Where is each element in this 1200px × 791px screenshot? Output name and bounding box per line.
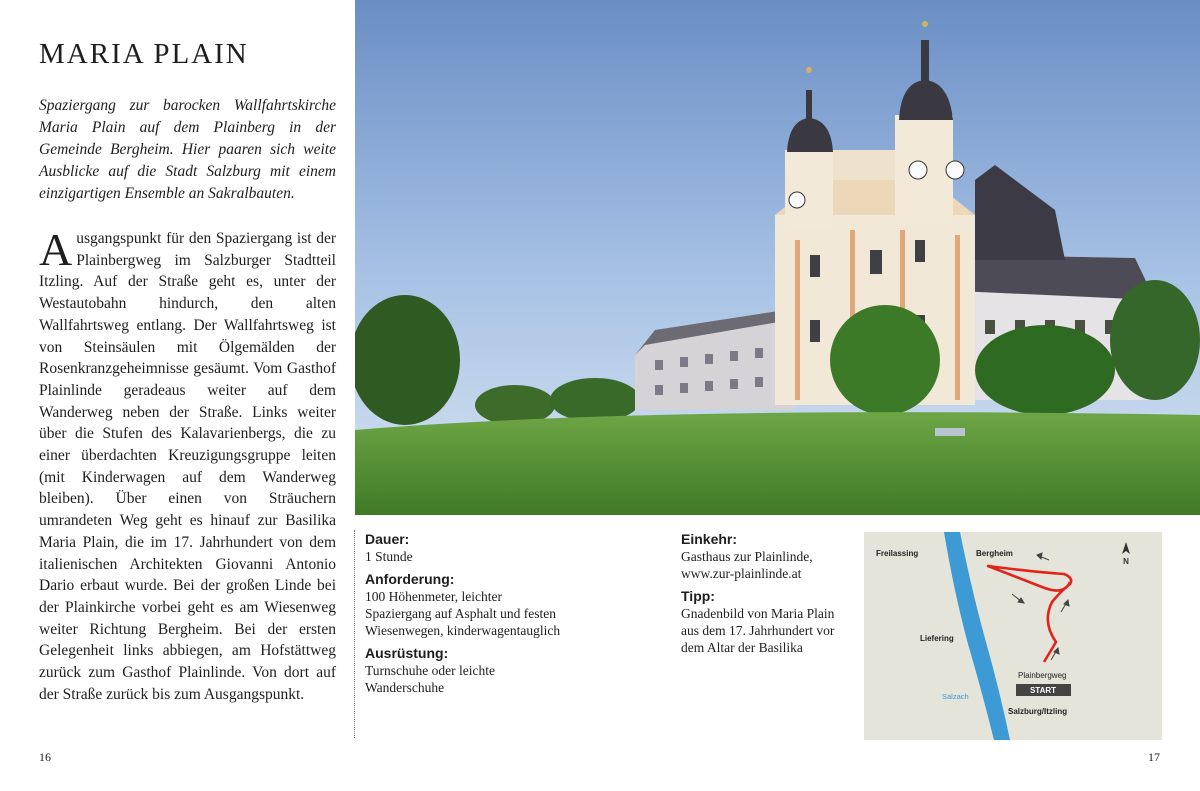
- route-map: [864, 532, 1162, 740]
- intro-text: Spaziergang zur barocken Wallfahrtskirche Maria Plain auf dem Plainberg in der Gemeinde Bergheim. Hier paaren sich weite Ausblicke auf die Stadt Salzburg mit einem einzigartigen Ensemble an Sakralbauten.: [39, 97, 336, 202]
- einkehr-label: Einkehr:: [681, 531, 738, 547]
- ausruestung-label: Ausrüstung:: [365, 645, 449, 661]
- dotted-divider: [354, 530, 355, 738]
- label-start: START: [1029, 686, 1057, 695]
- einkehr-value: Gasthaus zur Plainlinde, www.zur-plainlinde.at: [681, 549, 813, 581]
- tipp-label: Tipp:: [681, 588, 715, 604]
- body-text: [39, 224, 336, 705]
- dauer-label: Dauer:: [365, 531, 410, 547]
- north-label: N: [1123, 557, 1129, 566]
- label-liefering: Liefering: [920, 634, 954, 643]
- drop-cap: A: [39, 224, 73, 275]
- info-column-left: [365, 531, 565, 702]
- ausruestung-value: Turnschuhe oder leichte Wanderschuhe: [365, 663, 495, 695]
- label-salzach: Salzach: [942, 692, 969, 701]
- info-column-right: [681, 531, 851, 662]
- label-plainbergweg: Plainbergweg: [1018, 671, 1067, 680]
- tipp-value: Gnadenbild von Maria Plain aus dem 17. Jahrhundert vor dem Altar der Basilika: [681, 606, 835, 655]
- label-freilassing: Freilassing: [876, 549, 919, 558]
- label-bergheim: Bergheim: [976, 549, 1013, 558]
- page-number-left: 16: [39, 750, 51, 764]
- anforderung-value: 100 Höhenmeter, leichter Spaziergang auf Asphalt und festen Wiesenwegen, kinderwagentauglich: [365, 589, 561, 638]
- label-salzburg-itzling: Salzburg/Itzling: [1008, 707, 1068, 716]
- dauer-value: 1 Stunde: [365, 549, 413, 564]
- left-page: [0, 0, 355, 791]
- anforderung-label: Anforderung:: [365, 571, 455, 587]
- page-title: MARIA PLAIN: [39, 38, 249, 70]
- body-text-content: usgangspunkt für den Spaziergang ist der Plainbergweg im Salzburger Stadtteil Itzling. Auf der Straße geht es, unter der Westautobahn hindurch, den alten Wallfahrtsweg entlang. Der Wallfahrtsweg ist von Steinsäulen mit Ölgemälden der Rosenkranzgeheimnisse gesäumt. Vom Gasthof Plainlinde geradeaus weiter auf dem Wanderweg neben der Straße. Links weiter über die Stufen des Kalavarienbergs, die zu einer überdachten Kreuzigungsgruppe leiten (mit Kinderwagen auf dem Wanderweg bleiben). Über einen von Sträuchern umrandeten Weg geht es hinauf zur Basilika Maria Plain, die im 17. Jahrhundert von dem italienischen Architekten Giovanni Antonio Dario erbaut wurde. Bei der großen Linde bei der Plainkirche vorbei geht es am Wiesenweg weiter Richtung Bergheim. Bei der ersten Gelegenheit links abbiegen, am Hofstättweg zurück zum Gasthof Plainlinde. Von dort auf der Straße zurück bis zum Ausgangspunkt.: [39, 230, 336, 703]
- basilica-photo: [355, 0, 1200, 515]
- page-number-right: 17: [1148, 750, 1160, 764]
